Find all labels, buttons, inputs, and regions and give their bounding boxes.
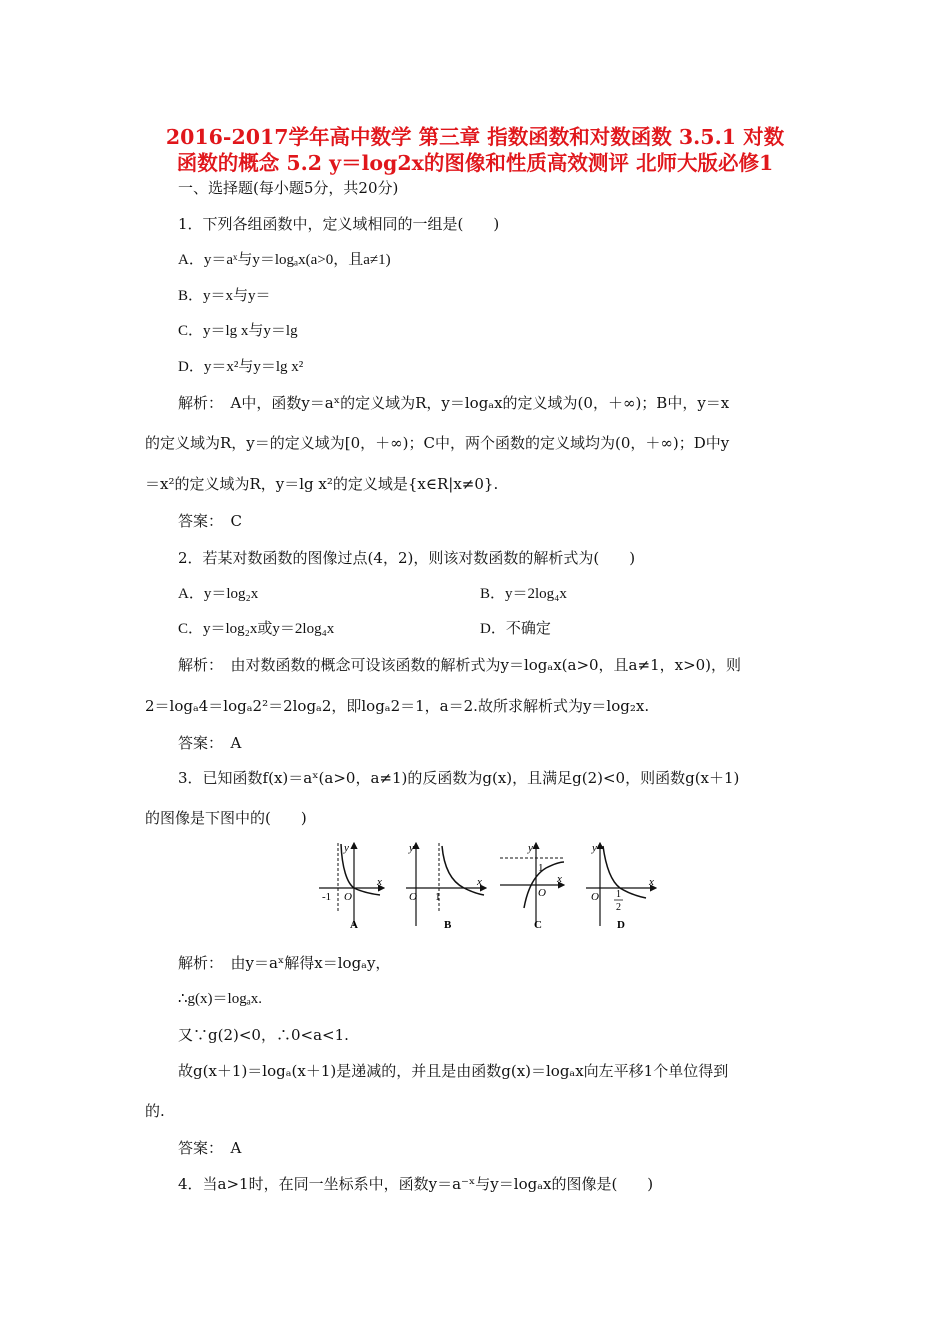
- q1-solution-line-3: ＝x²的定义域为R，y＝lg x²的定义域是{x∈R|x≠0}.: [145, 475, 499, 493]
- q1-answer: 答案： C: [178, 512, 242, 530]
- q1-option-d: D．y＝x²与y＝lg x²: [178, 359, 304, 375]
- q3-solution-line-1: 解析： 由y＝aˣ解得x＝logₐy，: [178, 954, 391, 972]
- section-heading: 一、选择题(每小题5分，共20分): [178, 179, 399, 197]
- q3-answer: 答案： A: [178, 1139, 242, 1157]
- panel-d-y-label: y: [592, 842, 597, 854]
- q3-solution-line-5: 的.: [145, 1102, 165, 1120]
- panel-d-half-numerator: 1: [616, 889, 621, 900]
- doc-title-line-1: 2016-2017学年高中数学 第三章 指数函数和对数函数 3.5.1 对数: [165, 125, 785, 149]
- q3-solution-line-4: 故g(x＋1)＝logₐ(x＋1)是递减的，并且是由函数g(x)＝logₐx向左平移1个单位得到: [178, 1062, 729, 1080]
- q3-solution-line-3: 又∵g(2)<0，∴0<a<1.: [178, 1026, 349, 1044]
- graph-panel-c: [500, 842, 564, 931]
- panel-d-half-denominator: 2: [616, 902, 621, 913]
- q1-option-c: C．y＝lg x与y＝lg: [178, 323, 298, 339]
- q2-option-d: D．不确定: [480, 621, 551, 637]
- q2-answer: 答案： A: [178, 734, 242, 752]
- panel-c-letter: C: [534, 919, 542, 931]
- panel-b-y-label: y: [409, 842, 414, 854]
- q1-option-a: A．y＝aˣ与y＝logₐx(a>0，且a≠1): [178, 252, 391, 268]
- graph-panel-b: [406, 842, 486, 931]
- q3-stem-line-2: 的图像是下图中的( ): [145, 809, 307, 827]
- graph-panel-a: [319, 842, 384, 931]
- panel-b-x-label: x: [477, 876, 482, 888]
- panel-c-x-label: x: [557, 873, 562, 885]
- q3-stem-line-1: 3．已知函数f(x)＝aˣ(a>0，a≠1)的反函数为g(x)，且满足g(2)<0，则函数g(x＋1): [178, 769, 740, 787]
- q2-solution-line-1: 解析： 由对数函数的概念可设该函数的解析式为y＝logₐx(a>0，且a≠1，x>0)，则: [178, 656, 742, 674]
- q2-solution-line-2: 2＝logₐ4＝logₐ2²＝2logₐ2，即logₐ2＝1，a＝2.故所求解析式为y＝log₂x.: [145, 697, 650, 715]
- q1-solution-line-1: 解析： A中，函数y＝aˣ的定义域为R，y＝logₐx的定义域为(0，＋∞)；B中，y＝x: [178, 394, 730, 412]
- graph-panel-d: [586, 842, 656, 931]
- panel-b-origin: O: [409, 891, 417, 903]
- q2-option-a: A．y＝log₂x: [178, 586, 259, 602]
- q3-solution-line-2: ∴g(x)＝logₐx.: [178, 991, 263, 1007]
- panel-c-origin: O: [538, 887, 546, 899]
- panel-c-y-label: y: [528, 842, 533, 854]
- panel-a-y-label: y: [344, 842, 349, 854]
- panel-d-x-label: x: [649, 876, 654, 888]
- q1-solution-line-2: 的定义域为R，y＝的定义域为[0，＋∞)；C中，两个函数的定义域均为(0，＋∞)；D中y: [145, 434, 730, 452]
- panel-d-origin: O: [591, 891, 599, 903]
- q1-stem: 1．下列各组函数中，定义域相同的一组是( ): [178, 215, 500, 233]
- panel-b-letter: B: [444, 919, 452, 931]
- q3-graph-options-figure: [314, 838, 664, 933]
- q2-option-b: B．y＝2log₄x: [480, 586, 567, 602]
- panel-c-one-label: 1: [538, 862, 544, 874]
- panel-a-letter: A: [350, 919, 358, 931]
- q2-option-c: C．y＝log₂x或y＝2log₄x: [178, 621, 335, 637]
- panel-a-origin: O: [344, 891, 352, 903]
- panel-b-one-label: 1: [435, 891, 441, 903]
- panel-a-neg1-label: -1: [322, 891, 332, 903]
- doc-title-line-2: 函数的概念 5.2 y＝log2x的图像和性质高效测评 北师大版必修1: [176, 151, 774, 175]
- q4-stem: 4．当a>1时，在同一坐标系中，函数y＝a⁻ˣ与y＝logₐx的图像是( ): [178, 1175, 654, 1193]
- q1-option-b: B．y＝x与y＝: [178, 288, 271, 304]
- panel-d-letter: D: [617, 919, 625, 931]
- panel-a-x-label: x: [377, 876, 382, 888]
- q2-stem: 2．若某对数函数的图像过点(4，2)，则该对数函数的解析式为( ): [178, 549, 636, 567]
